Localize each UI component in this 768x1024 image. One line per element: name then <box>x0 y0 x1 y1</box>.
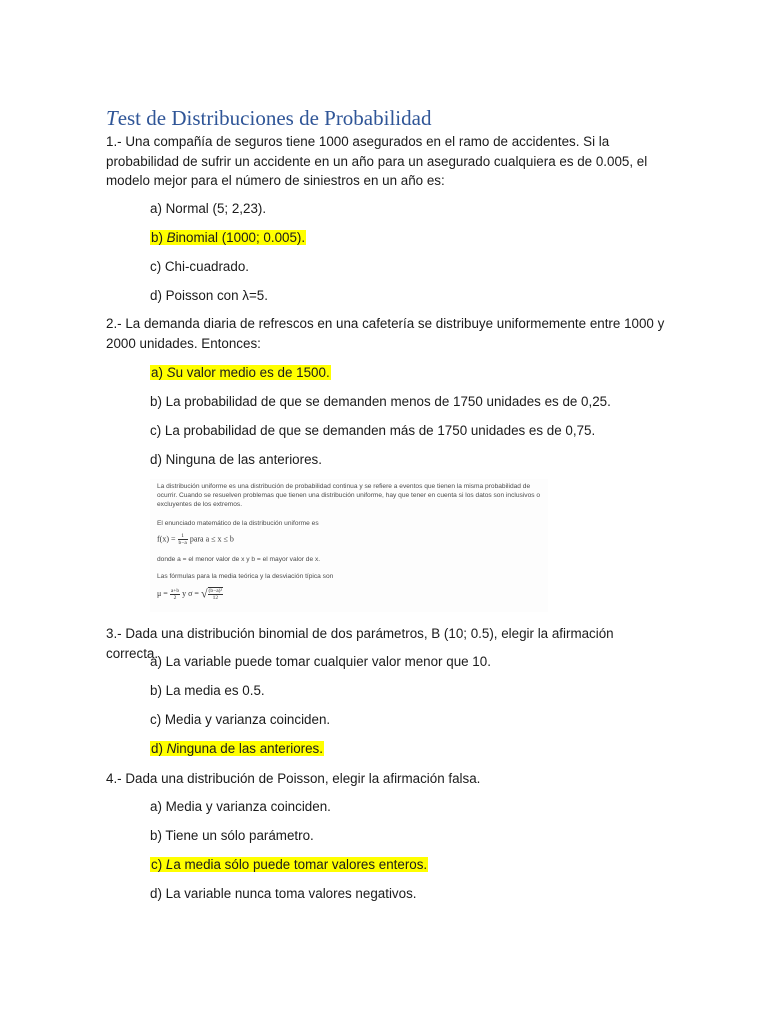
formula-paragraph-4: Las fórmulas para la media teórica y la desviación típica son <box>157 573 334 580</box>
answer-prefix: d) <box>151 741 167 756</box>
mean-denominator: 2 <box>173 594 177 601</box>
pdf-denominator: b−a <box>178 540 187 546</box>
answer-rest: inomial (1000; 0.005). <box>175 230 306 245</box>
title-rest: est de Distribuciones de Probabilidad <box>117 106 432 130</box>
question-4-option-a: a) Media y varianza coinciden. <box>150 799 331 814</box>
answer-initial: L <box>165 857 174 872</box>
sigma-lhs: y σ = <box>182 588 199 598</box>
question-4-option-d: d) La variable nunca toma valores negativos. <box>150 886 417 901</box>
mean-sd-formula <box>157 587 223 601</box>
formula-paragraph-1: La distribución uniforme es una distribución de probabilidad continua y se refiere a eventos que tienen la misma probabilidad de ocurrir. Cuando se resuelven problemas que tienen una distribución uniforme, hay que tener en cuenta si los datos son inclusivos o excluyentes de los extremos. <box>157 483 541 509</box>
pdf-fraction <box>178 533 188 546</box>
sigma-denominator: 12 <box>212 595 219 601</box>
answer-prefix: c) <box>151 857 166 872</box>
answer-rest: inguna de las anteriores. <box>176 741 323 756</box>
question-1-option-a: a) Normal (5; 2,23). <box>150 201 267 216</box>
question-1-text: 1.- Una compañía de seguros tiene 1000 asegurados en el ramo de accidentes. Si la probabilidad de sufrir un accidente en un año para un asegurado cualquiera es de 0.005, el modelo mejor para el número de siniestros en un año es: <box>106 134 648 188</box>
pdf-formula <box>157 533 234 546</box>
question-1-option-d: d) Poisson con λ=5. <box>150 288 268 303</box>
question-3-option-b: b) La media es 0.5. <box>150 683 265 698</box>
title-initial: T <box>106 106 118 130</box>
radicand <box>208 587 224 601</box>
question-3-text: 3.- Dada una distribución binomial de dos parámetros, B (10; 0.5), elegir la afirmación correcta. <box>106 626 614 661</box>
answer-rest: u valor medio es de 1500. <box>175 365 330 380</box>
question-2-option-c: c) La probabilidad de que se demanden más de 1750 unidades es de 0,75. <box>150 423 596 438</box>
sigma-fraction <box>208 588 224 601</box>
question-2-option-b: b) La probabilidad de que se demanden menos de 1750 unidades es de 0,25. <box>150 394 611 409</box>
sigma-numerator: (b−a)² <box>208 588 223 594</box>
uniform-distribution-formula-image <box>150 479 548 612</box>
answer-initial: N <box>166 741 177 756</box>
question-2-option-d: d) Ninguna de las anteriores. <box>150 452 322 467</box>
radical-sign: √ <box>200 586 208 601</box>
formula-paragraph-3: donde a = el menor valor de x y b = el mayor valor de x. <box>157 556 321 563</box>
question-1-option-c: c) Chi-cuadrado. <box>150 259 249 274</box>
question-3-option-d-answer <box>150 740 324 758</box>
question-4-option-b: b) Tiene un sólo parámetro. <box>150 828 314 843</box>
pdf-lhs: f(x) = <box>157 534 176 544</box>
mean-numerator: a+b <box>170 587 180 594</box>
answer-highlight <box>150 857 428 872</box>
sigma-sqrt <box>201 587 223 601</box>
answer-highlight <box>150 365 331 380</box>
answer-rest: a media sólo puede tomar valores enteros. <box>173 857 428 872</box>
mean-fraction <box>170 588 180 601</box>
question-2-option-a-answer <box>150 364 331 382</box>
question-4-text: 4.- Dada una distribución de Poisson, elegir la afirmación falsa. <box>106 771 481 786</box>
pdf-numerator: 1 <box>178 533 188 540</box>
question-3-option-a: a) La variable puede tomar cualquier valor menor que 10. <box>150 654 491 669</box>
answer-highlight <box>150 230 306 245</box>
answer-prefix: b) <box>151 230 167 245</box>
pdf-range: para a ≤ x ≤ b <box>189 534 234 544</box>
question-3-option-c: c) Media y varianza coinciden. <box>150 712 331 727</box>
question-2-text: 2.- La demanda diaria de refrescos en una cafetería se distribuye uniformemente entre 1000 y 2000 unidades. Entonces: <box>106 316 665 351</box>
answer-highlight <box>150 741 324 756</box>
answer-initial: S <box>166 365 176 380</box>
question-1-option-b-answer <box>150 229 306 247</box>
mean-lhs: μ = <box>157 588 168 598</box>
question-4-option-c-answer <box>150 856 428 874</box>
formula-paragraph-2: El enunciado matemático de la distribución uniforme es <box>157 520 319 527</box>
answer-initial: B <box>166 230 176 245</box>
answer-prefix: a) <box>151 365 167 380</box>
page-title <box>106 106 431 131</box>
